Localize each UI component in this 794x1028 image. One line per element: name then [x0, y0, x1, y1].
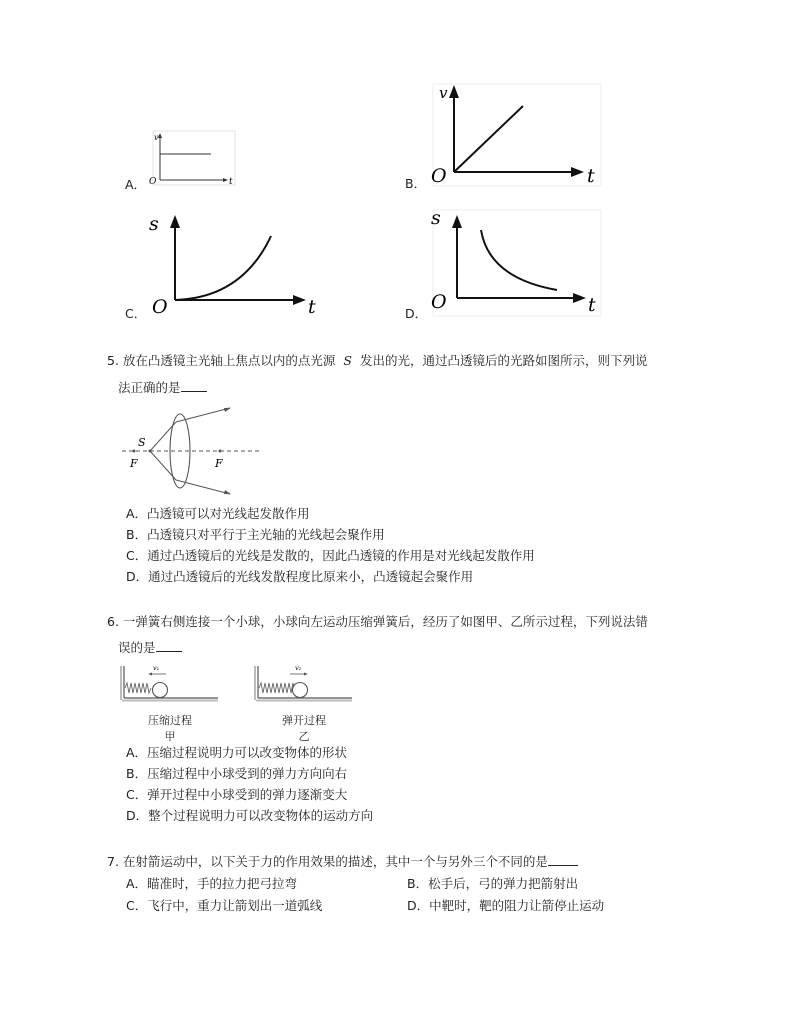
axis-label-y: v [439, 84, 448, 102]
q5-lens-figure [118, 400, 268, 500]
q5-option-a[interactable]: A．凸透镜可以对光线起发散作用 [126, 506, 310, 521]
q5-option-b[interactable]: B．凸透镜只对平行于主光轴的光线起会聚作用 [126, 527, 385, 542]
velocity-label: v₂ [295, 664, 302, 672]
graph-s-t-accelerating [147, 210, 325, 320]
q6-figure-compress [118, 662, 222, 743]
option-letter: C． [125, 306, 147, 321]
option-letter: A． [125, 177, 147, 192]
axis-label-y: v [154, 133, 159, 142]
q6-stem-line2: 误的是 [118, 639, 182, 656]
q4-graph-a [125, 128, 245, 192]
q7-option-c[interactable]: C．飞行中，重力让箭划出一道弧线 [126, 898, 323, 913]
q4-graph-d [405, 208, 605, 322]
graph-s-t-decreasing [427, 208, 605, 320]
axis-label-y: s [431, 208, 441, 229]
q7-option-d[interactable]: D．中靶时，靶的阻力让箭停止运动 [407, 898, 605, 913]
spring-diagram-compress [118, 662, 222, 706]
focus-right-label: F [215, 457, 223, 470]
symbol-s: S [343, 353, 352, 368]
q5-option-d[interactable]: D．通过凸透镜后的光线发散程度比原来小，凸透镜起会聚作用 [126, 569, 474, 584]
figure-sub: 甲 [164, 730, 176, 743]
q4-graph-b [405, 82, 605, 192]
q7-option-a[interactable]: A．瞄准时，手的拉力把弓拉弯 [126, 876, 298, 891]
axis-label-x: t [588, 294, 596, 316]
source-label: S [138, 436, 146, 449]
origin-label: O [431, 165, 447, 187]
spring-diagram-release [252, 662, 356, 706]
option-letter: D． [405, 306, 428, 321]
figure-caption: 压缩过程 [148, 714, 192, 727]
origin-label: O [149, 177, 157, 187]
focus-left-label: F [130, 457, 138, 470]
q5-stem-line1: 5. 放在凸透镜主光轴上焦点以内的点光源 S 发出的光，通过凸透镜后的光路如图所示，则下列说 [107, 353, 648, 368]
velocity-label: v₁ [153, 664, 160, 672]
q6-option-b[interactable]: B．压缩过程中小球受到的弹力方向向右 [126, 766, 348, 781]
option-letter: B． [405, 176, 427, 191]
axis-label-y: s [149, 213, 159, 235]
question-number: 6. [107, 614, 119, 629]
q6-figure-release [252, 662, 356, 743]
q6-option-c[interactable]: C．弹开过程中小球受到的弹力逐渐变大 [126, 787, 348, 802]
axis-label-x: t [587, 165, 595, 187]
axis-label-x: t [308, 296, 316, 318]
q6-option-d[interactable]: D．整个过程说明力可以改变物体的运动方向 [126, 808, 374, 823]
origin-label: O [431, 291, 447, 313]
graph-v-t-linear [427, 82, 605, 190]
q7-stem: 7. 在射箭运动中，以下关于力的作用效果的描述，其中一个与另外三个不同的是 [107, 853, 578, 870]
graph-v-t-constant [145, 128, 245, 190]
question-number: 7. [107, 854, 119, 869]
question-number: 5. [107, 353, 119, 368]
q5-option-c[interactable]: C．通过凸透镜后的光线是发散的，因此凸透镜的作用是对光线起发散作用 [126, 548, 535, 563]
q4-graph-c [125, 210, 325, 322]
q7-option-b[interactable]: B．松手后，弓的弹力把箭射出 [407, 876, 579, 891]
q6-option-a[interactable]: A．压缩过程说明力可以改变物体的形状 [126, 745, 348, 760]
figure-sub: 乙 [298, 730, 310, 743]
q6-stem-line1: 6. 一弹簧右侧连接一个小球，小球向左运动压缩弹簧后，经历了如图甲、乙所示过程，下列说法错 [107, 614, 648, 629]
q5-stem-line2: 法正确的是 [118, 379, 207, 396]
axis-label-x: t [229, 177, 233, 187]
answer-blank[interactable] [548, 853, 578, 866]
figure-caption: 弹开过程 [282, 714, 326, 727]
answer-blank[interactable] [156, 639, 182, 652]
answer-blank[interactable] [181, 379, 207, 392]
origin-label: O [152, 296, 168, 318]
